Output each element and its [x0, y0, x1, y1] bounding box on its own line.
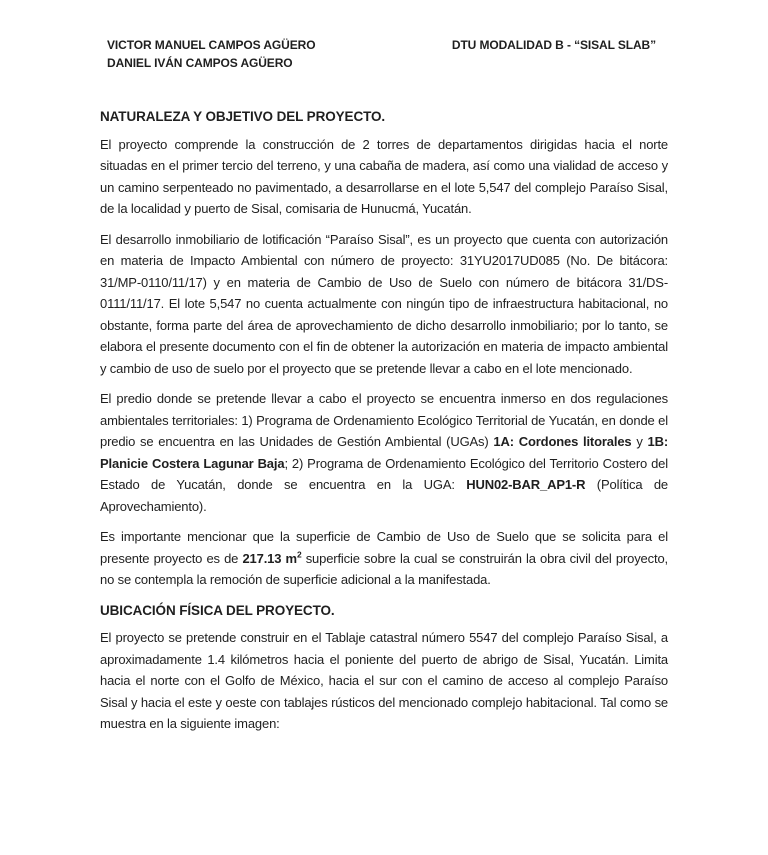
paragraph-desarrollo-inmobiliario: El desarrollo inmobiliario de lotificación “Paraíso Sisal”, es un proyecto que cuenta con autorización en materia de Impacto Ambiental con número de proyecto: 31YU2017UD085 (No. De bitácora: 31/MP-0110/11/17) y en materia de Cambio de Uso de Suelo con número de bitácora 31/DS-0111/11/17. El lote 5,547 no cuenta actualmente con ningún tipo de infraestructura habitacional, no obstante, forma parte del área de aprovechamiento de dicho desarrollo inmobiliario; por lo tanto, se elabora el presente documento con el fin de obtener la autorización en materia de impacto ambiental y cambio de uso de suelo por el proyecto que se pretende llevar a cabo en el lote mencionado. — [100, 231, 668, 376]
section-ubicacion — [100, 600, 668, 735]
section-heading-naturaleza: NATURALEZA Y OBJETIVO DEL PROYECTO. — [100, 109, 386, 124]
header-author-line-1: VICTOR MANUEL CAMPOS AGÜERO — [107, 38, 316, 52]
section-naturaleza — [100, 106, 668, 591]
header-doc-title: DTU MODALIDAD B - “SISAL SLAB” — [451, 38, 656, 52]
paragraph-superficie-cambio-uso: Es importante mencionar que la superficie de Cambio de Uso de Suelo que se solicita para el presente proyecto es de 217.13 $m^2$ superficie sobre la cual se construirán la obra civil del proyecto, no se contempla la remoción de superficie adicional a la manifestada. — [100, 529, 668, 587]
header-author-line-2: DANIEL IVÁN CAMPOS AGÜERO — [107, 56, 293, 70]
paragraph-ubicacion-tablaje: El proyecto se pretende construir en el Tablaje catastral número 5547 del complejo Paraíso Sisal, a aproximadamente 1.4 kilómetros hacia el poniente del puerto de abrigo de Sisal, Yucatán. Limita hacia el norte con el Golfo de México, hacia el sur con el camino de acceso al complejo Paraíso Sisal y hacia el este y oeste con tablajes rústicos del mencionado complejo habitacional. Tal como se muestra en la siguiente imagen: — [100, 630, 668, 731]
document-header — [100, 36, 668, 72]
paragraph-regulaciones-ambientales: El predio donde se pretende llevar a cabo el proyecto se encuentra inmerso en dos regulaciones ambientales territoriales: 1) Programa de Ordenamiento Ecológico Territorial de Yucatán, en donde el predio se encuentra en las Unidades de Gestión Ambiental (UGAs) 1A: Cordones litorales y 1B: Planicie Costera Lagunar Baja; 2) Programa de Ordenamiento Ecológico del Territorio Costero del Estado de Yucatán, donde se encuentra en la UGA: HUN02-BAR_AP1-R (Política de Aprovechamiento). — [100, 391, 669, 514]
paragraph-proyecto-descripcion: El proyecto comprende la construcción de 2 torres de departamentos dirigidas hacia el norte situadas en el primer tercio del terreno, y una cabaña de madera, así como una vialidad de acceso y un camino serpenteado no pavimentado, a desarrollarse en el lote 5,547 del complejo Paraíso Sisal, de la localidad y puerto de Sisal, comisaria de Hunucmá, Yucatán. — [100, 136, 668, 216]
header-author-names — [107, 36, 315, 72]
section-heading-ubicacion: UBICACIÓN FÍSICA DEL PROYECTO. — [100, 602, 335, 618]
